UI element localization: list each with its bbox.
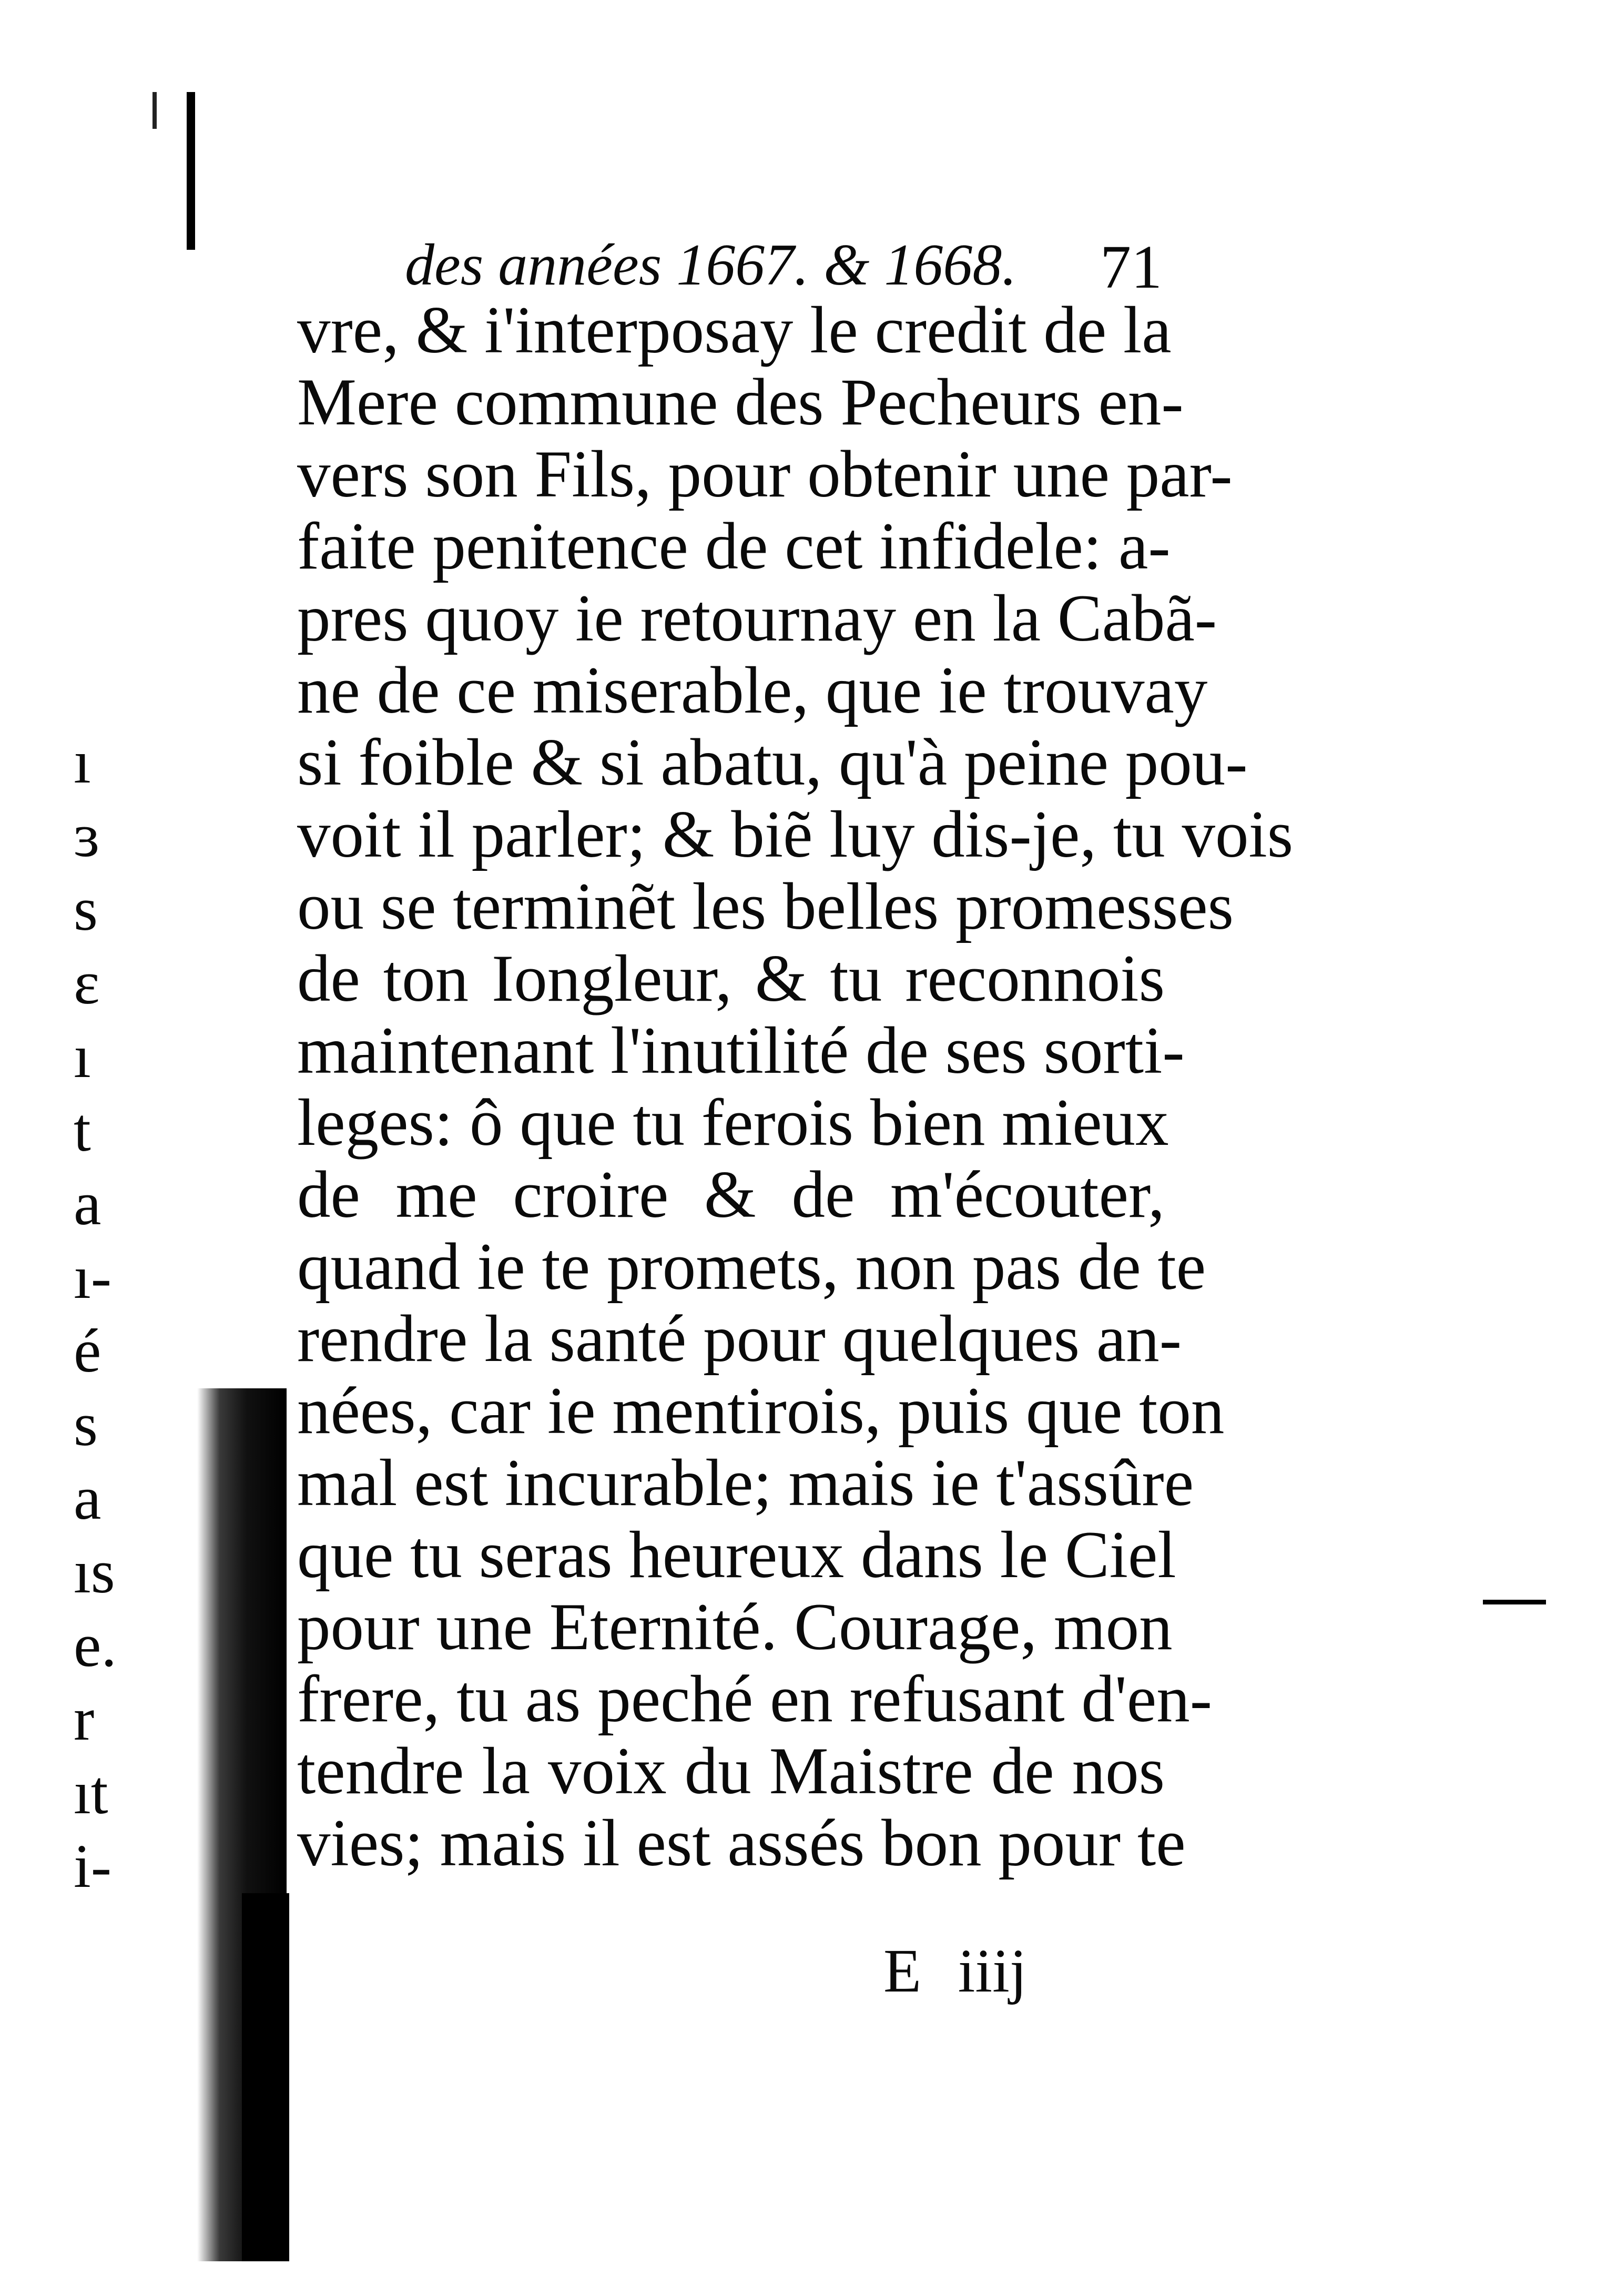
text-line: faite penitence de cet infidele: a- [297, 510, 1171, 583]
margin-fragment: t [74, 1095, 91, 1164]
margin-fragment: ıs [74, 1537, 115, 1606]
margin-fragment: a [74, 1464, 101, 1532]
text-line: vers son Fils, pour obtenir une par- [297, 438, 1233, 511]
text-line: Mere commune des Pecheurs en- [297, 365, 1184, 439]
text-line: vies; mais il est assés bon pour te [297, 1806, 1186, 1880]
margin-fragment: s [74, 875, 98, 943]
binding-mark [187, 92, 195, 250]
margin-fragment: r [74, 1684, 95, 1753]
scan-mark [1483, 1600, 1546, 1604]
text-line: de ton Iongleur, & tu reconnois [297, 942, 1165, 1015]
signature-mark: E iiij [883, 1936, 1027, 2005]
margin-fragment: ı [74, 727, 91, 796]
text-line: que tu seras heureux dans le Ciel [297, 1518, 1176, 1592]
margin-fragment: ı [74, 1022, 91, 1091]
margin-fragment: é [74, 1316, 101, 1385]
text-line: voit il parler; & biẽ luy dis-je, tu vois [297, 798, 1294, 871]
text-line: leges: ô que tu ferois bien mieux [297, 1086, 1169, 1160]
running-title: des années 1667. & 1668. [405, 232, 1017, 298]
body-text [297, 293, 1294, 1880]
text-line: tendre la voix du Maistre de nos [297, 1734, 1165, 1808]
text-line: pour une Eternité. Courage, mon [297, 1590, 1173, 1664]
text-line: frere, tu as peché en refusant d'en- [297, 1662, 1212, 1736]
binding-mark [152, 92, 157, 129]
text-line: maintenant l'inutilité de ses sorti- [297, 1014, 1185, 1088]
margin-fragment: ɛ [74, 948, 100, 1017]
running-header [405, 231, 1162, 301]
page-number: 71 [1100, 232, 1162, 301]
margin-fragment: ı- [74, 1243, 112, 1312]
text-line: rendre la santé pour quelques an- [297, 1302, 1182, 1376]
margin-fragment: ɜ [74, 801, 100, 870]
text-line: quand ie te promets, non pas de te [297, 1230, 1206, 1304]
facing-page-fragments [32, 0, 189, 2296]
text-line: si foible & si abatu, qu'à peine pou- [297, 726, 1248, 799]
text-line: de me croire & de m'écouter, [297, 1158, 1165, 1232]
margin-fragment: ıt [74, 1758, 108, 1827]
margin-fragment: e. [74, 1611, 117, 1680]
text-line: ou se terminẽt les belles promesses [297, 870, 1234, 943]
margin-fragment: a [74, 1169, 101, 1238]
text-line: pres quoy ie retournay en la Cabã- [297, 582, 1217, 655]
gutter-shadow [242, 1893, 289, 2261]
text-line: nées, car ie mentirois, puis que ton [297, 1374, 1225, 1448]
text-line: ne de ce miserable, que ie trouvay [297, 654, 1208, 727]
margin-fragment: s [74, 1390, 98, 1459]
margin-fragment: i- [74, 1832, 112, 1901]
text-line: vre, & i'interposay le credit de la [297, 293, 1172, 367]
text-line: mal est incurable; mais ie t'assûre [297, 1446, 1194, 1520]
